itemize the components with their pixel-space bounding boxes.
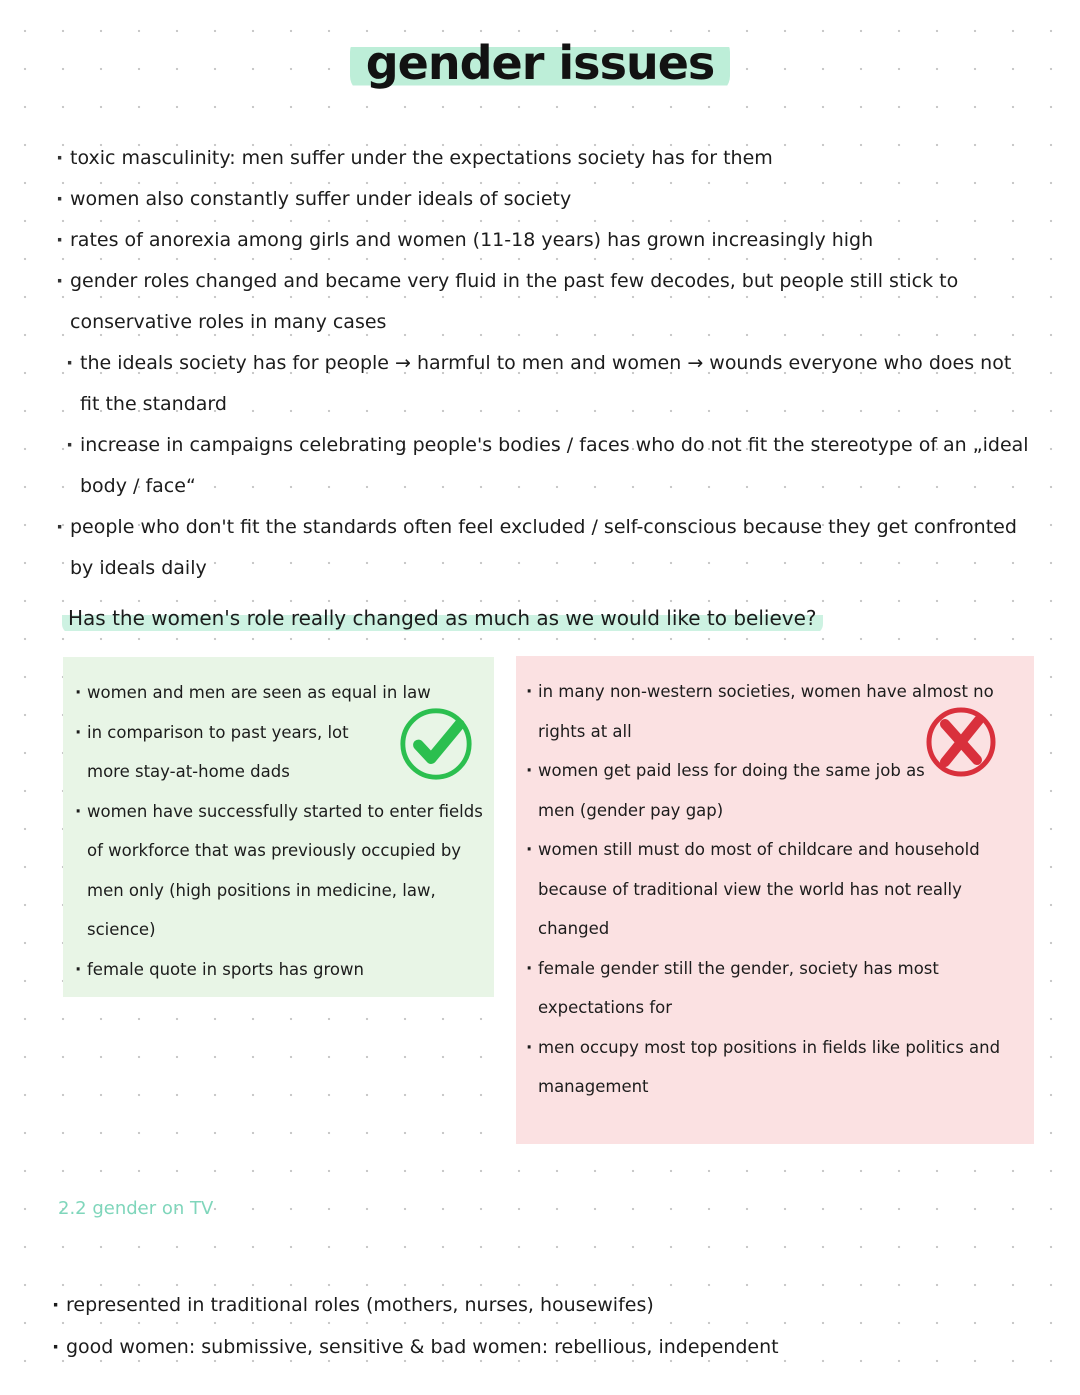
con-box [516, 656, 1034, 1144]
check-icon [397, 705, 475, 783]
intro-bullet: · rates of anorexia among girls and women (11-18 years) has grown increasingly high [56, 220, 1036, 261]
con-item: · men occupy most top positions in fields like politics and management [526, 1028, 1026, 1107]
intro-bullet-list [56, 138, 1036, 589]
pro-box [63, 657, 494, 997]
intro-bullet: · gender roles changed and became very fluid in the past few decodes, but people still stick to conservative roles in many cases [56, 261, 1036, 343]
intro-bullet: · increase in campaigns celebrating people's bodies / faces who do not fit the stereotype of an „ideal body / face“ [66, 425, 1036, 507]
intro-bullet: · the ideals society has for people → harmful to men and women → wounds everyone who does not fit the standard [66, 343, 1036, 425]
intro-bullet: · toxic masculinity: men suffer under the expectations society has for them [56, 138, 1036, 179]
pro-item: · female quote in sports has grown [75, 950, 490, 990]
page-title: gender issues [350, 34, 731, 94]
con-item: · women get paid less for doing the same job as men (gender pay gap) [526, 751, 1026, 830]
tv-bullet: · good women: submissive, sensitive & bad women: rebellious, independent [52, 1326, 1032, 1368]
title-wrap [0, 34, 1080, 94]
con-item: · female gender still the gender, society has most expectations for [526, 949, 1026, 1028]
question-heading: Has the women's role really changed as much as we would like to believe? [62, 602, 823, 634]
tv-bullet: · represented in traditional roles (mothers, nurses, housewifes) [52, 1284, 1032, 1326]
cross-icon [921, 700, 1001, 780]
intro-bullet: · women also constantly suffer under ideals of society [56, 179, 1036, 220]
pro-item: · in comparison to past years, lot more stay-at-home dads [75, 713, 490, 792]
pro-item: · women and men are seen as equal in law [75, 673, 490, 713]
pro-item: · women have successfully started to enter fields of workforce that was previously occupied by men only (high positions in medicine, law, science) [75, 792, 490, 950]
con-item: · women still must do most of childcare and household because of traditional view the world has not really changed [526, 830, 1026, 949]
con-item: · in many non-western societies, women have almost no rights at all [526, 672, 1026, 751]
tv-bullet-list [52, 1284, 1032, 1368]
section-heading: 2.2 gender on TV [58, 1198, 214, 1219]
intro-bullet: · people who don't fit the standards often feel excluded / self-conscious because they get confronted by ideals daily [56, 507, 1036, 589]
